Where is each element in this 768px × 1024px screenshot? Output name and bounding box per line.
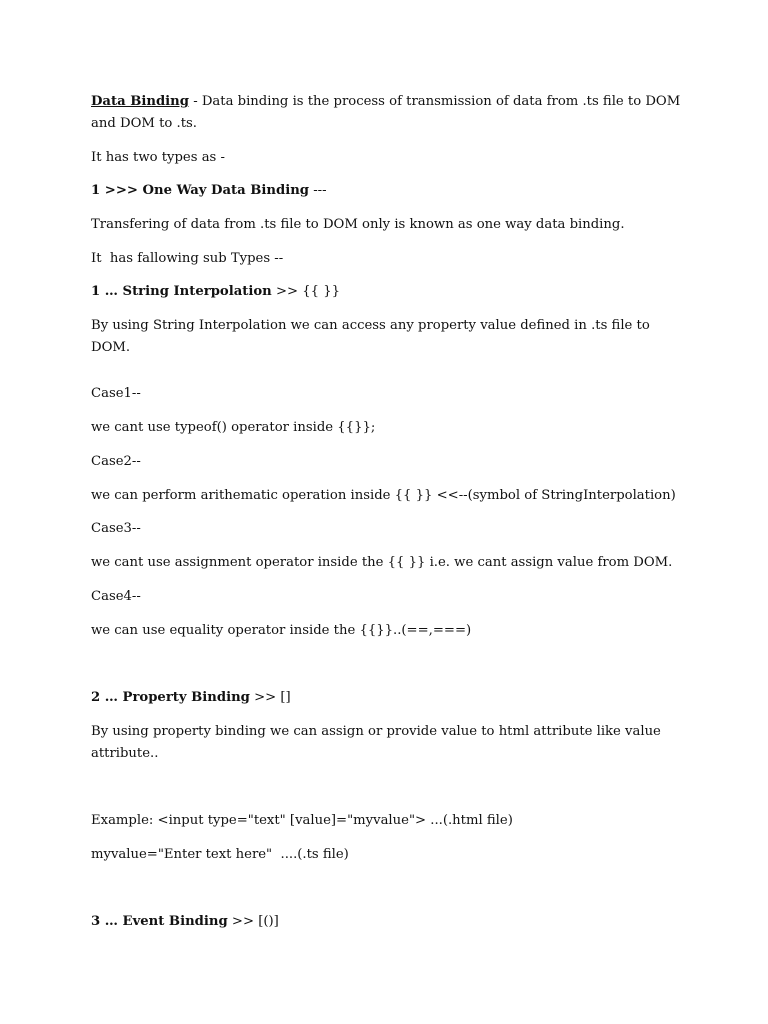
sub-types-intro: It has fallowing sub Types -- xyxy=(91,251,284,266)
data-binding-term: Data Binding xyxy=(91,94,189,109)
types-intro: It has two types as - xyxy=(91,150,225,165)
case4-text: we can use equality operator inside the {{}}..(==,===) xyxy=(91,623,472,638)
case2-label: Case2-- xyxy=(91,454,141,469)
data-binding-definition xyxy=(91,91,691,135)
heading-string-interpolation xyxy=(91,281,691,303)
case3-text: we cant use assignment operator inside the {{ }} i.e. we cant assign value from DOM. xyxy=(91,555,673,570)
heading-one-way-binding-suffix: --- xyxy=(309,183,327,198)
heading-string-interpolation-suffix: >> {{ }} xyxy=(271,284,341,299)
heading-string-interpolation-title: 1 … String Interpolation xyxy=(91,284,272,299)
data-binding-definition-text: - Data binding is the process of transmission of data from .ts file to DOM and DOM to .ts. xyxy=(91,94,685,131)
case4-label: Case4-- xyxy=(91,589,141,604)
heading-one-way-binding xyxy=(91,180,691,202)
case2-text: we can perform arithematic operation inside {{ }} <<--(symbol of StringInterpolation) xyxy=(91,488,676,503)
heading-property-binding-suffix: >> [] xyxy=(249,690,291,705)
example-html-line: Example: <input type="text" [value]="myvalue"> ...(.html file) xyxy=(91,813,513,828)
heading-event-binding xyxy=(91,911,691,933)
case3-label: Case3-- xyxy=(91,521,141,536)
heading-property-binding xyxy=(91,687,691,709)
example-ts-line: myvalue="Enter text here" ....(.ts file) xyxy=(91,847,349,862)
string-interpolation-definition: By using String Interpolation we can access any property value defined in .ts file to DOM. xyxy=(91,318,654,355)
heading-event-binding-title: 3 … Event Binding xyxy=(91,914,228,929)
heading-one-way-binding-title: 1 >>> One Way Data Binding xyxy=(91,183,310,198)
case1-label: Case1-- xyxy=(91,386,141,401)
one-way-definition: Transfering of data from .ts file to DOM only is known as one way data binding. xyxy=(91,217,625,232)
heading-property-binding-title: 2 … Property Binding xyxy=(91,690,250,705)
property-binding-definition: By using property binding we can assign or provide value to html attribute like value attribute.. xyxy=(91,724,666,761)
case1-text: we cant use typeof() operator inside {{}}; xyxy=(91,420,376,435)
heading-event-binding-suffix: >> [()] xyxy=(227,914,279,929)
